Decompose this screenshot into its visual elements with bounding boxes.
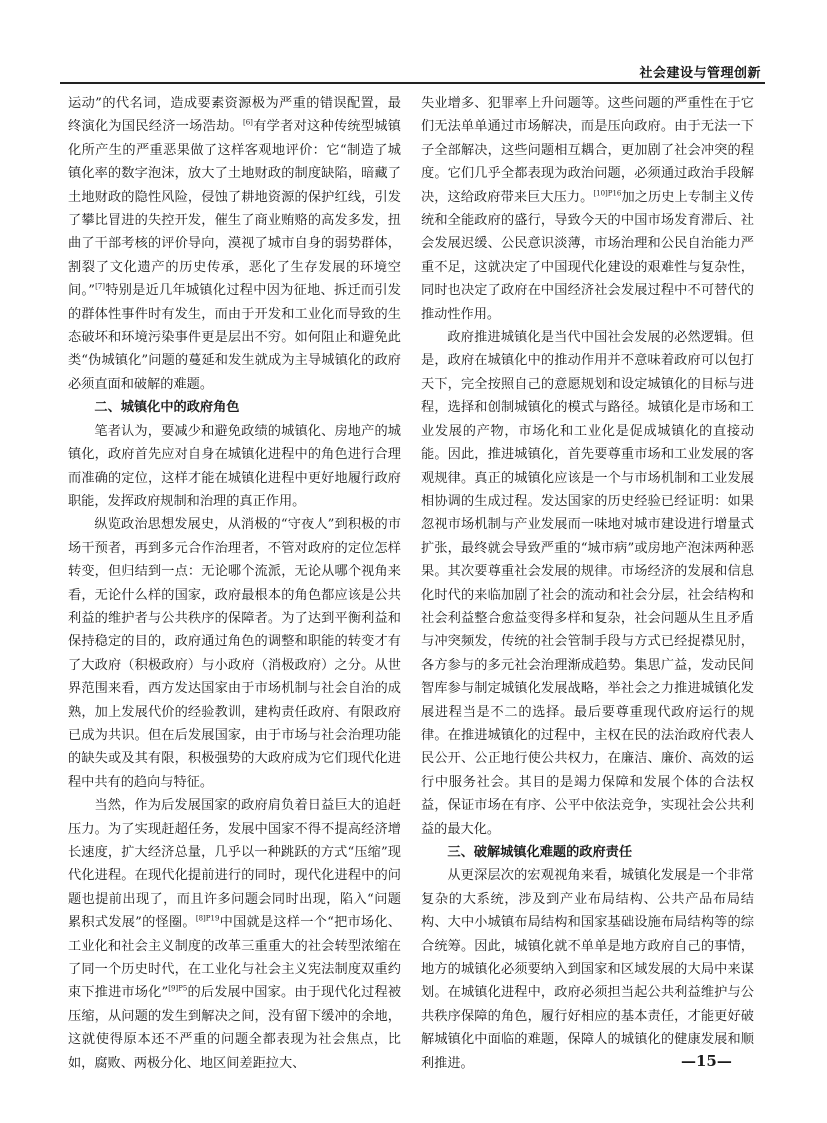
right-column (421, 92, 754, 1075)
text: 当然，作为后发展国家的政府肩负着日益巨大的追赶压力。为了实现赶超任务，发展中国家不得不提高经济增长速度，扩大经济总量，几乎以一种跳跃的方式“压缩”现代化进程。在现代化提前进行的同时，现代化进程中的问题也提前出现了，而且许多问题会同时出现，陷入“问题累积式发展”的怪圈。 (68, 798, 401, 931)
text: 失业增多、犯罪率上升问题等。这些问题的严重性在于它们无法单单通过市场解决，而是压向政府。由于无法一下子全部解决，这些问题相互耦合，更加剧了社会冲突的程度。它们几乎全都表现为政治问题，必须通过政治手段解决，这给政府带来巨大压力。 (421, 96, 754, 205)
paragraph: 从更深层次的宏观视角来看，城镇化发展是一个非常复杂的大系统，涉及到产业布局结构、公共产品布局结构、大中小城镇布局结构和国家基础设施布局结构等的综合统筹。因此，城镇化就不单单是地方政府自己的事情，地方的城镇化必须要纳入到国家和区域发展的大局中来谋划。在城镇化进程中，政府必须担当起公共利益维护与公共秩序保障的角色，履行好相应的基本责任，才能更好破解城镇化中面临的难题，保障人的城镇化的健康发展和顺利推进。 (421, 868, 754, 1071)
paragraph (421, 92, 754, 326)
running-header (60, 58, 765, 84)
text: 中国就是这样一个“把市场化、工业化和社会主义制度的改革三重重大的社会转型浓缩在了同一个历史时代，在工业化与社会主义宪法制度双重约束下推进市场化” (68, 915, 401, 1001)
text: 特别是近几年城镇化过程中因为征地、拆迁而引发的群体性事件时有发生，而由于开发和工业化而导致的生态破坏和环境污染事件更是层出不穷。如何阻止和避免此类“伪城镇化”问题的蔓延和发生就成为主导城镇化的政府必须直面和破解的难题。 (68, 283, 401, 392)
text: 运动”的代名词，造成要素资源极为严重的错误配置，最终演化为国民经济一场浩劫。 (68, 96, 401, 135)
section-heading: 三、破解城镇化难题的政府责任 (447, 845, 633, 860)
citation: [10]P16 (593, 189, 622, 198)
citation: [7] (95, 282, 105, 291)
text: 有学者对这种传统型城镇化所产生的严重恶果做了这样客观地评价：它“制造了城镇化率的数字泡沫，放大了土地财政的制度缺陷，暗藏了土地财政的隐性风险，侵蚀了耕地资源的保护红线，引发了攀比冒进的失控开发，催生了商业贿赂的高发多发，扭曲了干部考核的评价导向，漠视了城市自身的弱势群体，割裂了文化遗产的历史传承，恶化了生存发展的环境空间。” (68, 119, 401, 299)
text: 的后发展中国家。由于现代化过程被压缩，从问题的发生到解决之间，没有留下缓冲的余地，这就使得原本还不严重的问题全都表现为社会焦点，比如，腐败、两极分化、地区间差距拉大、 (68, 985, 402, 1071)
paragraph (68, 794, 401, 1075)
section-heading: 二、城镇化中的政府角色 (94, 400, 240, 416)
citation: [9]P5 (168, 985, 188, 994)
paragraph: 政府推进城镇化是当代中国社会发展的必然逻辑。但是，政府在城镇化中的推动作用并不意味着政府可以包打天下，完全按照自己的意愿规划和设定城镇化的目标与进程，选择和创制城镇化的模式与路径。城镇化是市场和工业发展的产物，市场化和工业化是促成城镇化的直接动能。因此，推进城镇化，首先要尊重市场和工业发展的客观规律。真正的城镇化应该是一个与市场机制和工业发展相协调的生成过程。发达国家的历史经验已经证明：如果忽视市场机制与产业发展而一味地对城市建设进行增量式扩张，最终就会导致严重的“城市病”或房地产泡沫两种恶果。其次要尊重社会发展的规律。市场经济的发展和信息化时代的来临加剧了社会的流动和社会分层，社会结构和社会利益整合愈益变得多样和复杂，社会问题从生且矛盾与冲突频发，传统的社会管制手段与方式已经捉襟见肘，各方参与的多元社会治理渐成趋势。集思广益，发动民间智库参与制定城镇化发展战略，举社会之力推进城镇化发展进程当是不二的选择。最后要尊重现代政府运行的规律。在推进城镇化的过程中，主权在民的法治政府代表人民公开、公正地行使公共权力，在廉洁、廉价、高效的运行中服务社会。其目的是竭力保障和发展个体的合法权益，保证市场在有序、公平中依法竞争，实现社会公共利益的最大化。 (421, 330, 754, 837)
paragraph: 纵览政治思想发展史，从消极的“守夜人”到积极的市场干预者，再到多元合作治理者，不管对政府的定位怎样转变，但归结到一点：无论哪个流派，无论从哪个视角来看，无论什么样的国家，政府最根本的角色都应该是公共利益的维护者与公共秩序的保障者。为了达到平衡利益和保持稳定的目的，政府通过角色的调整和职能的转变才有了大政府（积极政府）与小政府（消极政府）之分。从世界范围来看，西方发达国家由于市场机制与社会自治的成熟，加上发展代价的经验教训，建构责任政府、有限政府已成为共识。但在后发展国家，由于市场与社会治理功能的缺失或及其有限，积极强势的大政府成为它们现代化进程中共有的趋向与特征。 (68, 517, 401, 790)
citation: [6] (243, 119, 253, 128)
journal-section-title: 社会建设与管理创新 (639, 66, 761, 81)
page-number: —15— (681, 1052, 732, 1070)
paragraph (68, 92, 401, 396)
left-column (68, 92, 401, 1075)
text: 加之历史上专制主义传统和全能政府的盛行，导致今天的中国市场发育滞后、社会发展迟缓、公民意识淡薄，市场治理和公民自治能力严重不足，这就决定了中国现代化建设的艰难性与复杂性，同时也决定了政府在中国经济社会发展过程中不可替代的推动性作用。 (421, 189, 754, 322)
paragraph: 笔者认为，要减少和避免政绩的城镇化、房地产的城镇化，政府首先应对自身在城镇化进程中的角色进行合理而准确的定位，这样才能在城镇化进程中更好地履行政府职能，发挥政府规制和治理的真正作用。 (68, 423, 401, 509)
citation: [8]P19 (195, 914, 220, 923)
